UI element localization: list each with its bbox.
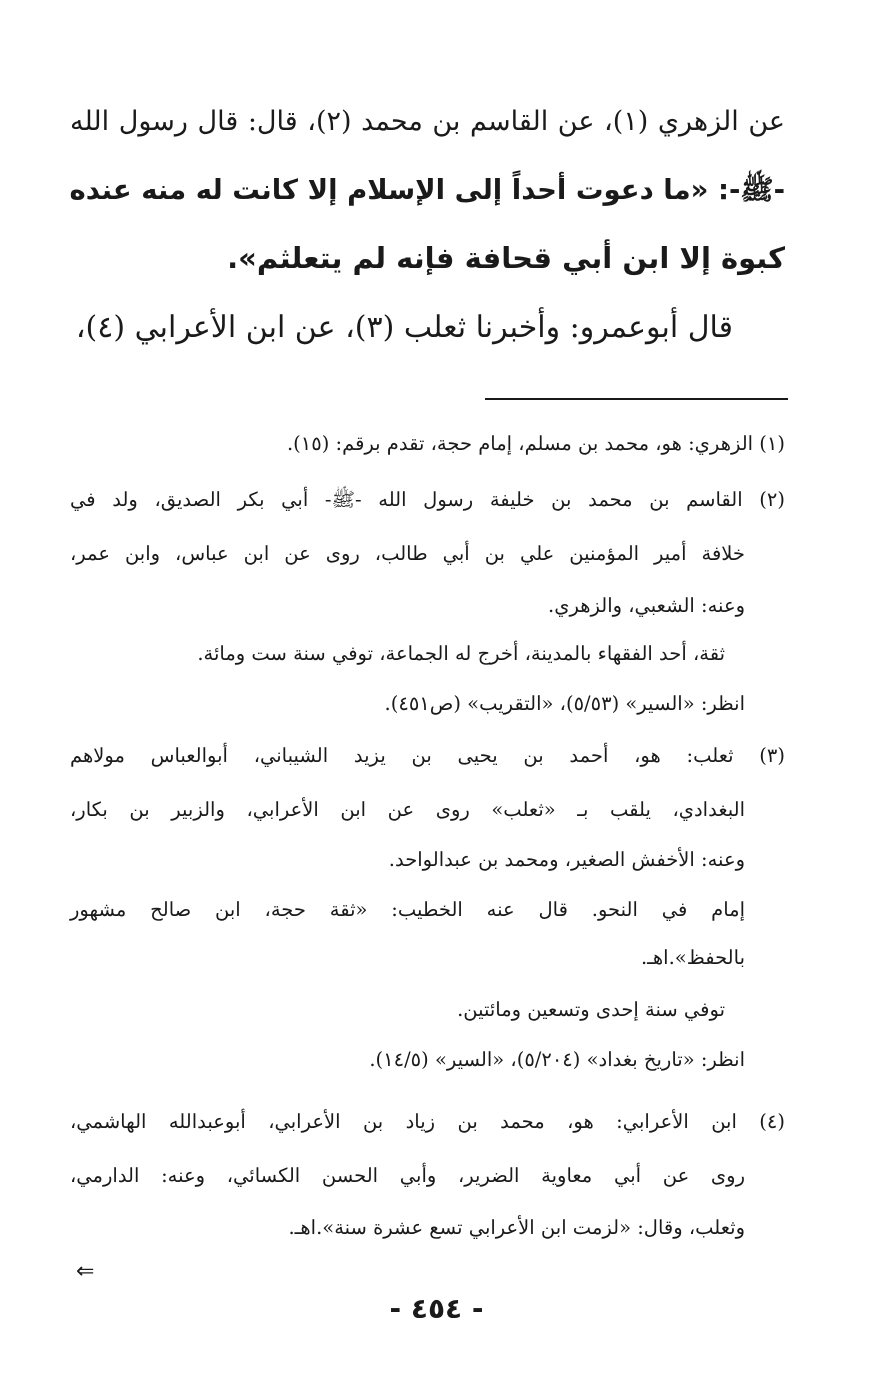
- footnote-line: انظر: «تاريخ بغداد» (٥/٢٠٤)، «السير» (١٤/٥).: [369, 1048, 745, 1071]
- footnote-line: (٣) ثعلب: هو، أحمد بن يحيى بن يزيد الشيباني، أبوالعباس مولاهم: [70, 744, 785, 767]
- footnote-line: وثعلب، وقال: «لزمت ابن الأعرابي تسع عشرة سنة».اهـ.: [288, 1216, 745, 1239]
- main-line: كبوة إلا ابن أبي قحافة فإنه لم يتعلثم».: [227, 241, 785, 275]
- continuation-arrow-icon: ⇐: [76, 1259, 95, 1284]
- main-line: -ﷺ-: «ما دعوت أحداً إلى الإسلام إلا كانت له منه عنده: [69, 174, 785, 206]
- footnote-line: (٢) القاسم بن محمد بن خليفة رسول الله -ﷺ- أبي بكر الصديق، ولد في: [70, 488, 785, 511]
- footnote-line: توفي سنة إحدى وتسعين ومائتين.: [457, 998, 725, 1021]
- footnote-line: روى عن أبي معاوية الضرير، وأبي الحسن الكسائي، وعنه: الدارمي،: [70, 1164, 745, 1187]
- footnote-line: ثقة، أحد الفقهاء بالمدينة، أخرج له الجماعة، توفي سنة ست ومائة.: [197, 642, 725, 665]
- footnote-line: وعنه: الأخفش الصغير، ومحمد بن عبدالواحد.: [388, 848, 745, 871]
- footnote-line: البغدادي، يلقب بـ «ثعلب» روى عن ابن الأعرابي، والزبير بن بكار،: [70, 798, 745, 821]
- main-line: قال أبوعمرو: وأخبرنا ثعلب (٣)، عن ابن الأعرابي (٤)،: [75, 310, 733, 345]
- footnote-line: انظر: «السير» (٥/٥٣)، «التقريب» (ص٤٥١).: [384, 692, 745, 715]
- footnote-line: وعنه: الشعبي، والزهري.: [548, 594, 745, 617]
- main-line: عن الزهري (١)، عن القاسم بن محمد (٢)، قال: قال رسول الله: [70, 106, 785, 137]
- footnote-separator: [485, 398, 788, 400]
- footnote-line: (١) الزهري: هو، محمد بن مسلم، إمام حجة، تقدم برقم: (١٥).: [286, 432, 785, 455]
- footnote-line: خلافة أمير المؤمنين علي بن أبي طالب، روى عن ابن عباس، وابن عمر،: [70, 542, 745, 565]
- footnote-line: بالحفظ».اهـ.: [640, 946, 745, 969]
- footnote-line: (٤) ابن الأعرابي: هو، محمد بن زياد بن الأعرابي، أبوعبدالله الهاشمي،: [70, 1110, 785, 1133]
- footnote-line: إمام في النحو. قال عنه الخطيب: «ثقة حجة، ابن صالح مشهور: [70, 898, 745, 921]
- page-number: - ٤٥٤ -: [389, 1292, 484, 1325]
